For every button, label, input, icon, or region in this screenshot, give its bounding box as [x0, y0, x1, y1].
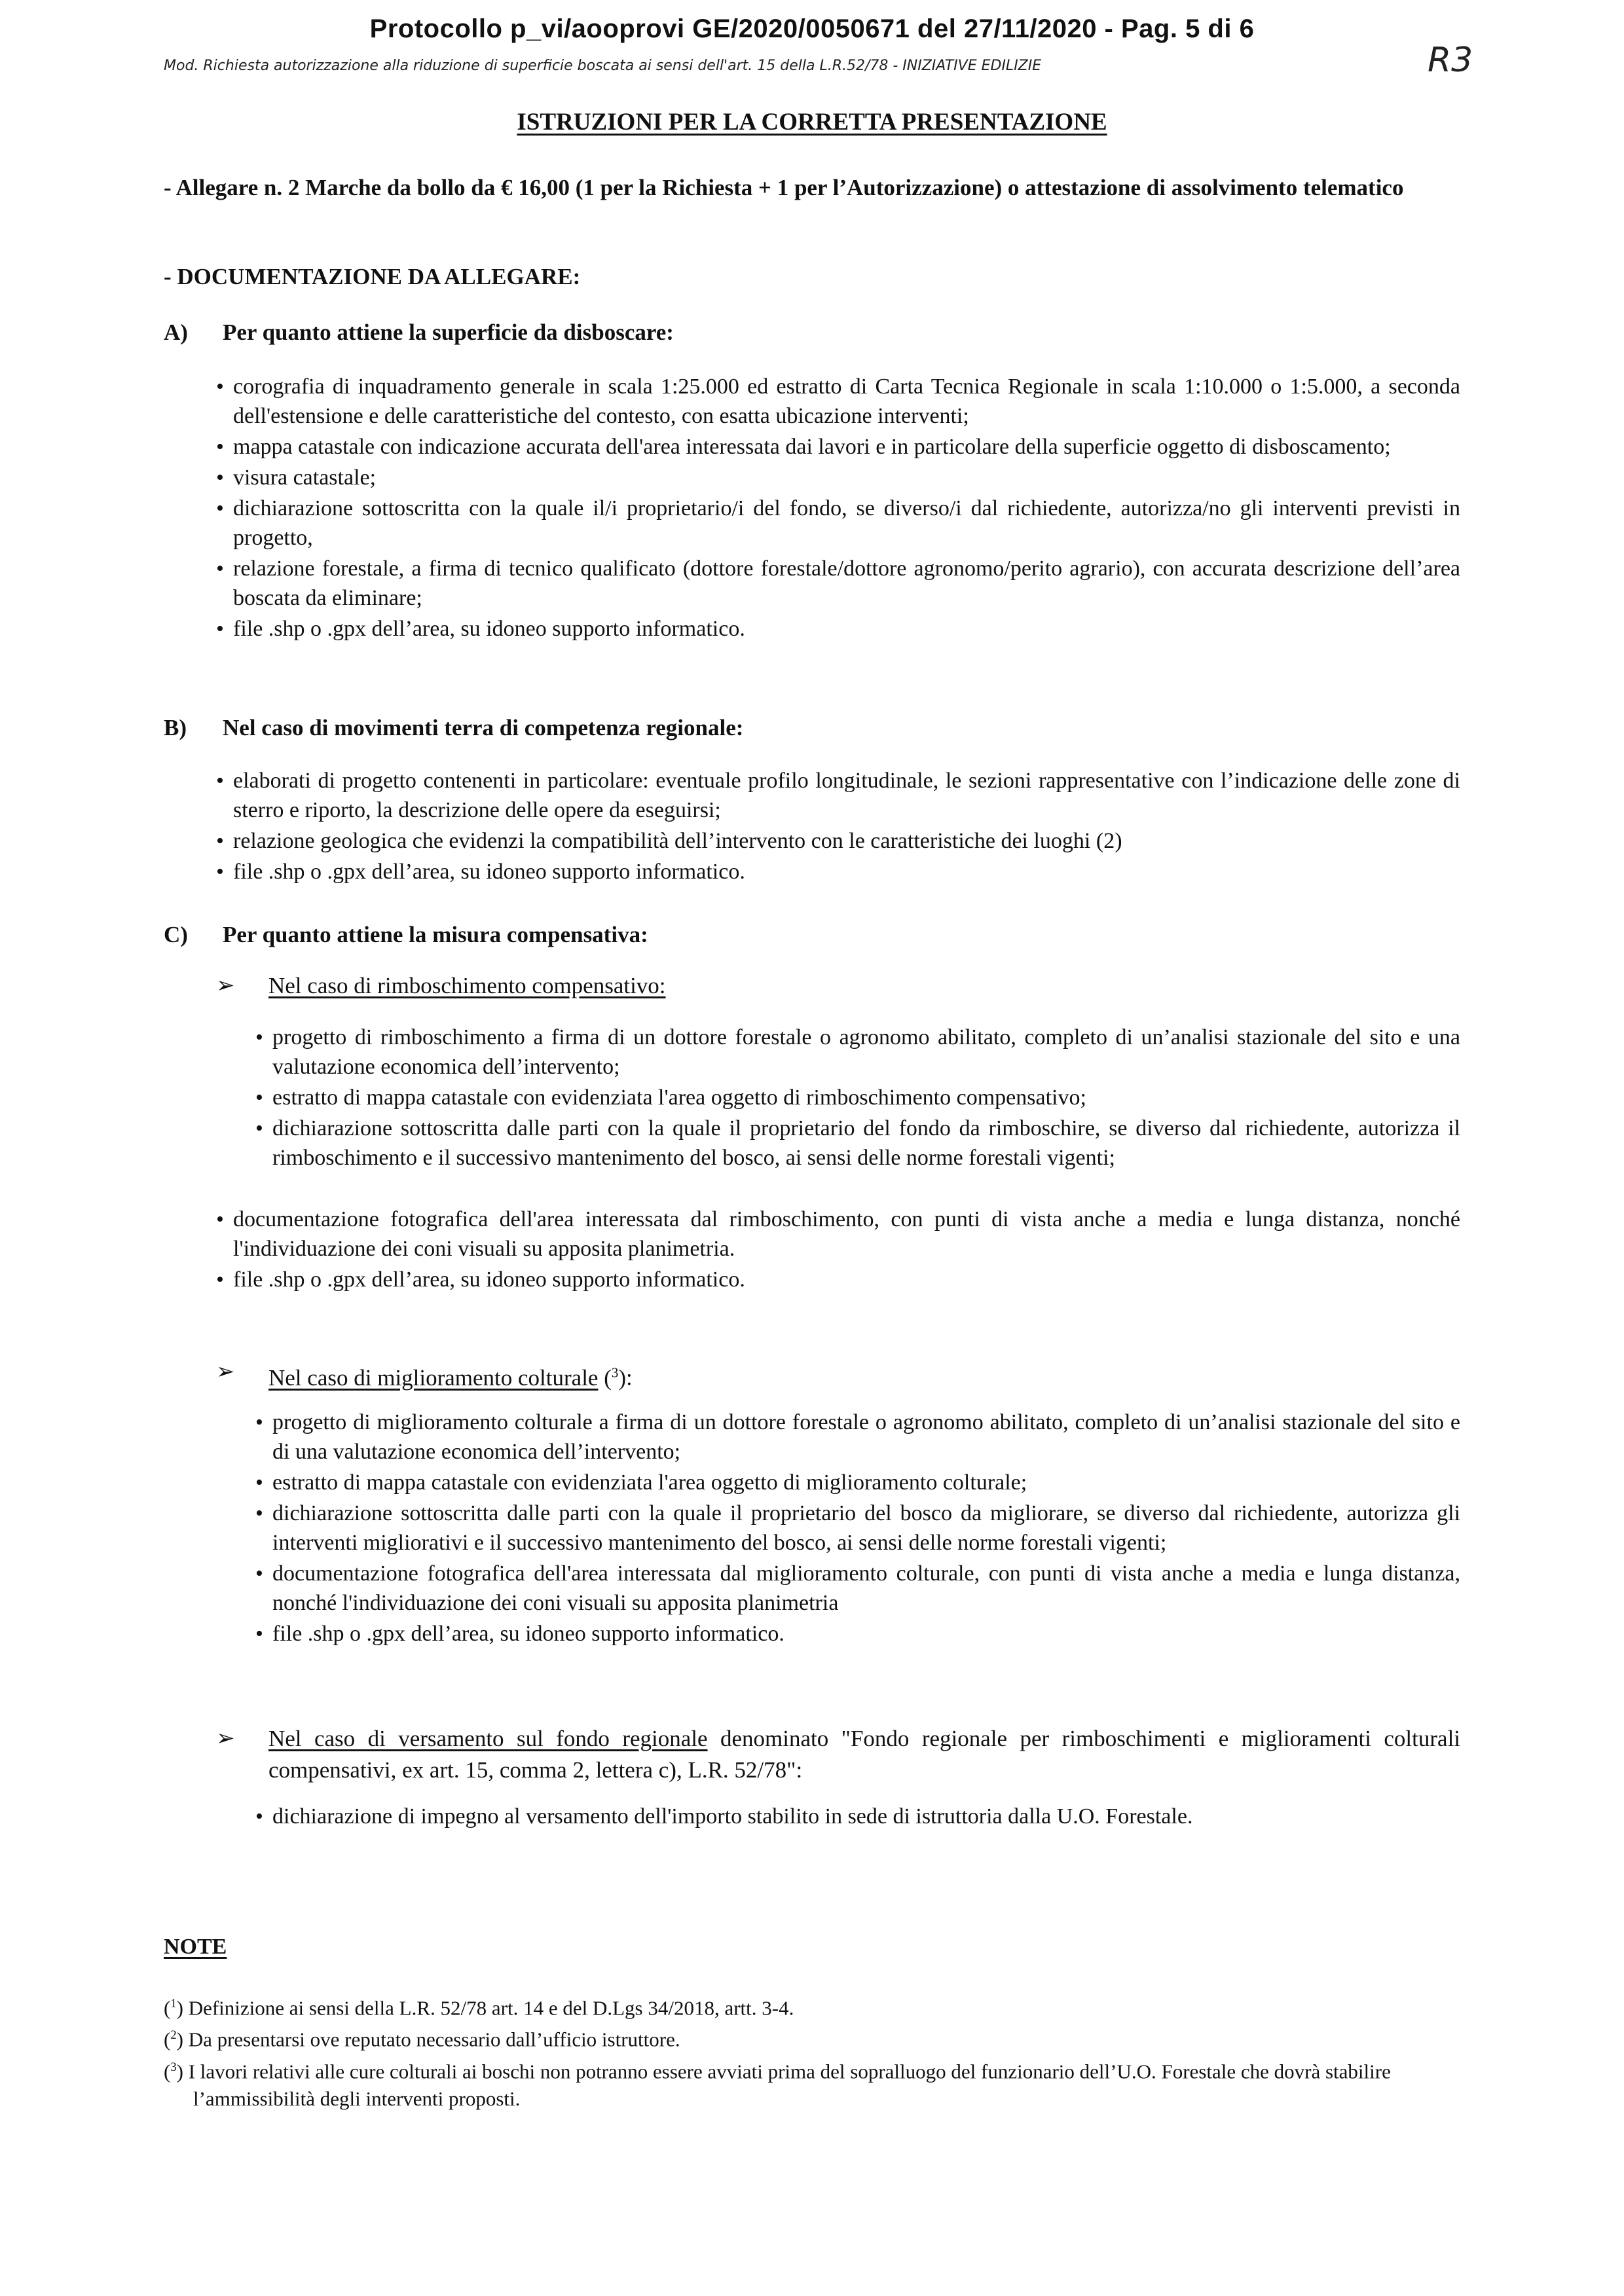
subheading-label: Nel caso di rimboschimento compensativo: [268, 973, 666, 998]
page-title: ISTRUZIONI PER LA CORRETTA PRESENTAZIONE [517, 109, 1107, 136]
form-code: R3 [1428, 41, 1473, 80]
list-item: • estratto di mappa catastale con evidenziata l'area oggetto di rimboschimento compensativo; [255, 1083, 1460, 1112]
notes-title: NOTE [164, 1935, 227, 1959]
list-item: • file .shp o .gpx dell’area, su idoneo supporto informatico. [216, 857, 1460, 886]
list-item: • elaborati di progetto contenenti in particolare: eventuale profilo longitudinale, le sezioni rappresentative con l’indicazione delle zone di sterro e riporto, la descrizione delle opere da eseguirsi; [216, 766, 1460, 825]
versamento-subheading [216, 1723, 1460, 1786]
arrow-bullet-icon: ➢ [216, 1360, 235, 1384]
list-item: • dichiarazione sottoscritta dalle parti con la quale il proprietario del fondo da rimboschire, se diverso dal richiedente, autorizza il rimboschimento e il successivo mantenimento del bosco, ai sensi delle norme forestali vigenti; [255, 1114, 1460, 1173]
miglioramento-subheading: ➢ Nel caso di miglioramento colturale ($^3$): [216, 1357, 1460, 1394]
section-title: Per quanto attiene la misura compensativa: [223, 922, 648, 947]
rimboschimento-list [255, 1023, 1460, 1174]
section-letter: B) [164, 715, 187, 740]
stamp-duty-instruction: - Allegare n. 2 Marche da bollo da € 16,00 (1 per la Richiesta + 1 per l’Autorizzazione) o attestazione di assolvimento telematico [164, 175, 1404, 200]
list-item: • documentazione fotografica dell'area interessata dal miglioramento colturale, con punti di vista anche a media e lunga distanza, nonché l'individuazione dei coni visuali su apposita planimetria [255, 1559, 1460, 1618]
documentation-heading: - DOCUMENTAZIONE DA ALLEGARE: [164, 264, 581, 289]
list-item: • file .shp o .gpx dell’area, su idoneo supporto informatico. [216, 614, 1460, 644]
versamento-list [255, 1802, 1460, 1832]
arrow-bullet-icon: ➢ [216, 1726, 235, 1751]
footnote-ref: ($^3$) [604, 1364, 627, 1391]
list-item: • relazione geologica che evidenzi la compatibilità dell’intervento con le caratteristiche dei luoghi (2) [216, 826, 1460, 856]
list-item: • estratto di mappa catastale con evidenziata l'area oggetto di miglioramento colturale; [255, 1468, 1460, 1497]
section-letter: A) [164, 319, 188, 345]
list-item: • dichiarazione sottoscritta con la quale il/i proprietario/i del fondo, se diverso/i dal richiedente, autorizza/no gli interventi previsti in progetto, [216, 494, 1460, 553]
subheading-text: denominato "Fondo regionale per rimboschimenti e miglioramenti colturali compensativi, ex art. 15, comma 2, lettera c), L.R. 52/78": [268, 1726, 1461, 1783]
footnote: ($^2$) Da presentarsi ove reputato necessario dall’ufficio istruttore. [164, 2028, 680, 2051]
section-letter: C) [164, 922, 188, 947]
list-item: • relazione forestale, a firma di tecnico qualificato (dottore forestale/dottore agronomo/perito agrario), con accurata descrizione dell’area boscata da eliminare; [216, 554, 1460, 613]
list-item: • file .shp o .gpx dell’area, su idoneo supporto informatico. [255, 1619, 1460, 1649]
rimboschimento-subheading [216, 970, 1460, 1002]
list-item: • dichiarazione di impegno al versamento dell'importo stabilito in sede di istruttoria dalla U.O. Forestale. [255, 1802, 1460, 1831]
section-title: Per quanto attiene la superficie da disboscare: [223, 319, 674, 345]
list-item: • dichiarazione sottoscritta dalle parti con la quale il proprietario del bosco da migliorare, se diverso dal richiedente, autorizza gli interventi migliorativi e il successivo mantenimento del bosco, ai sensi delle norme forestali vigenti; [255, 1499, 1460, 1558]
protocol-stamp: Protocollo p_vi/aooprovi GE/2020/0050671 del 27/11/2020 - Pag. 5 di 6 [369, 14, 1255, 43]
subheading-label: Nel caso di versamento sul fondo regionale [268, 1726, 708, 1751]
section-title: Nel caso di movimenti terra di competenza regionale: [223, 715, 744, 740]
miglioramento-list [255, 1408, 1460, 1650]
list-item: • progetto di rimboschimento a firma di un dottore forestale o agronomo abilitato, completo di un’analisi stazionale del sito e una valutazione economica dell’intervento; [255, 1023, 1460, 1082]
section-a-list [216, 372, 1460, 645]
section-c-heading [164, 922, 648, 948]
section-b-heading [164, 715, 743, 741]
footnote: ($^1$) Definizione ai sensi della L.R. 52/78 art. 14 e del D.Lgs 34/2018, artt. 3-4. [164, 1996, 794, 2020]
section-a-heading [164, 319, 674, 346]
notes-list [164, 1990, 1473, 2113]
form-reference: Mod. Richiesta autorizzazione alla riduzione di superficie boscata ai sensi dell'art. 15 della L.R.52/78 - INIZIATIVE EDILIZIE [164, 58, 1042, 74]
list-item: • file .shp o .gpx dell’area, su idoneo supporto informatico. [216, 1265, 1460, 1294]
footnote: ($^3$) I lavori relativi alle cure colturali ai boschi non potranno essere avviati prima del sopralluogo del funzionario dell’U.O. Forestale che dovrà stabilire l’ammissibilità degli interventi proposti. [164, 2059, 1391, 2110]
subheading-label: Nel caso di miglioramento colturale [268, 1364, 599, 1391]
list-item: • corografia di inquadramento generale in scala 1:25.000 ed estratto di Carta Tecnica Regionale in scala 1:10.000 o 1:5.000, a seconda dell'estensione e delle caratteristiche del contesto, con esatta ubicazione interventi; [216, 372, 1460, 431]
arrow-bullet-icon: ➢ [216, 974, 235, 998]
list-item: • visura catastale; [216, 463, 1460, 492]
list-item: • documentazione fotografica dell'area interessata dal rimboschimento, con punti di vista anche a media e lunga distanza, nonché l'individuazione dei coni visuali su apposita planimetria. [216, 1205, 1460, 1264]
list-item: • progetto di miglioramento colturale a firma di un dottore forestale o agronomo abilitato, completo di un’analisi stazionale del sito e di una valutazione economica dell’intervento; [255, 1408, 1460, 1467]
list-item: • mappa catastale con indicazione accurata dell'area interessata dai lavori e in particolare della superficie oggetto di disboscamento; [216, 432, 1460, 462]
rimboschimento-outer-list [216, 1205, 1460, 1296]
section-b-list [216, 766, 1460, 888]
